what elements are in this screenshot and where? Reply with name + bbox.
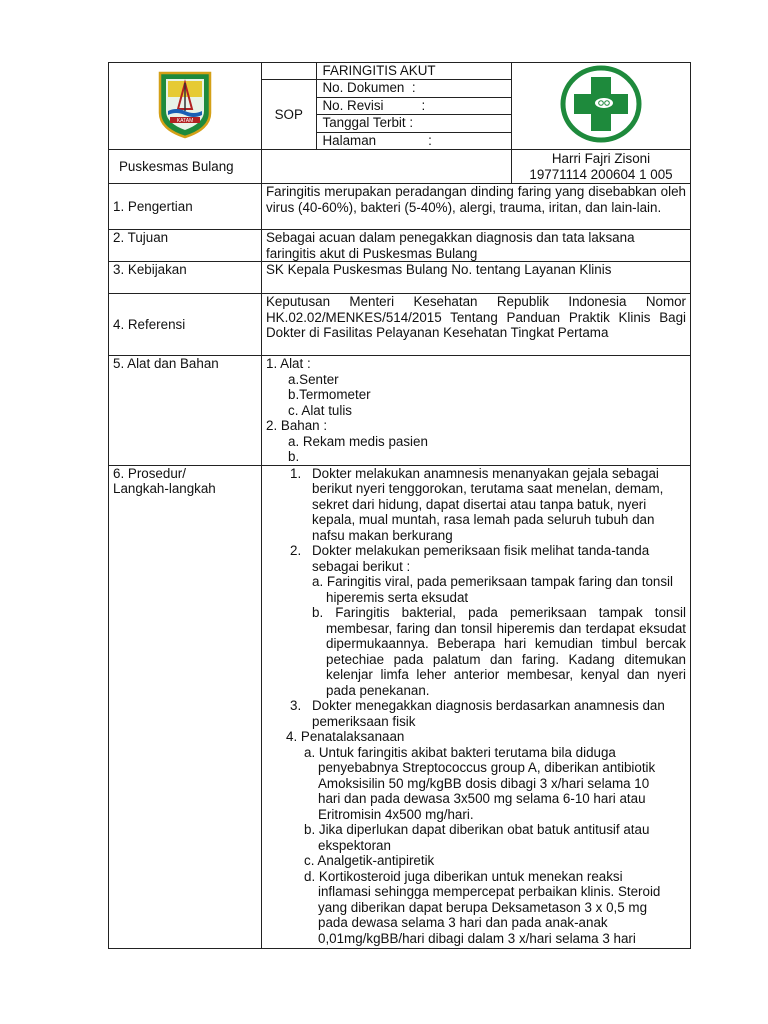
signer-name: Harri Fajri Zisoni	[551, 151, 651, 166]
bahan-item: a. Rekam medis pasien	[288, 433, 428, 449]
sop-document	[108, 62, 690, 949]
label-pengertian: 1. Pengertian	[109, 184, 262, 230]
prosedur-content	[262, 465, 691, 949]
procedure-step-1: 1. Dokter melakukan anamnesis menanyakan gejala sebagai berikut nyeri tenggorokan, terutama saat menelan, demam, sekret dari hidung, dapat disertai atau tanpa batuk, nyeri kepala, mual muntah, rasa lemah pada seluruh tubuh dan nafsu makan berkurang	[290, 465, 664, 543]
procedure-step-2a: a. Faringitis viral, pada pemeriksaan tampak faring dan tonsil hiperemis serta eksudat	[312, 574, 673, 605]
label-prosedur: 6. Prosedur/ Langkah-langkah	[109, 465, 262, 949]
procedure-step-2b: b. Faringitis bakterial, pada pemeriksaan tampak tonsil membesar, faring dan tonsil hiperemis dan terdapat eksudat dipermukaannya. Beberapa hari kemudian timbul bercak petechiae pada palatum dan faring. Kadang ditemukan kelenjar limfa leher anterior membesar, kenyal dan nyeri pada penekanan.	[312, 605, 686, 698]
text-pengertian: Faringitis merupakan peradangan dinding faring yang disebabkan oleh virus (40-60%), bakteri (5-40%), alergi, trauma, iritan, dan lain-lain.	[262, 184, 691, 230]
field-no-revisi: No. Revisi :	[316, 97, 511, 114]
alat-bahan-content	[262, 356, 691, 466]
field-no-dokumen: No. Dokumen :	[316, 80, 511, 97]
sop-label: SOP	[262, 80, 316, 149]
title-block	[262, 63, 512, 150]
document-title: FARINGITIS AKUT	[316, 63, 511, 80]
left-logo-cell	[109, 63, 262, 150]
procedure-step-4d: d. Kortikosteroid juga diberikan untuk menekan reaksi inflamasi sehingga mempercepat perbaikan klinis. Steroid yang diberikan dapat berupa Deksametason 3 x 0,5 mg pada dewasa selama 3 hari dan pada anak-anak 0,01mg/kgBB/hari dibagi dalam 3 x/hari selama 3 hari	[304, 868, 661, 946]
procedure-step-2: 2. Dokter melakukan pemeriksaan fisik melihat tanda-tanda sebagai berikut :	[290, 543, 650, 574]
field-tanggal-terbit: Tanggal Terbit :	[316, 115, 511, 132]
puskesmas-cross-icon	[560, 65, 642, 143]
signer-nip: 19771114 200604 1 005	[529, 166, 673, 182]
text-referensi: Keputusan Menteri Kesehatan Republik Indonesia Nomor HK.02.02/MENKES/514/2015 Tentang Panduan Praktik Klinis Bagi Dokter di Fasilitas Pelayanan Kesehatan Tingkat Pertama	[262, 294, 691, 356]
procedure-step-3: 3. Dokter menegakkan diagnosis berdasarkan anamnesis dan pemeriksaan fisik	[290, 698, 665, 729]
label-kebijakan: 3. Kebijakan	[109, 262, 262, 294]
alat-item: b.Termometer	[288, 387, 371, 402]
procedure-step-4c: c. Analgetik-antipiretik	[304, 853, 435, 868]
procedure-step-4b: b. Jika diperlukan dapat diberikan obat batuk antitusif atau ekspektoran	[304, 822, 650, 853]
bahan-title: 2. Bahan :	[266, 418, 328, 433]
label-referensi: 4. Referensi	[109, 294, 262, 356]
alat-title: 1. Alat :	[266, 356, 311, 371]
svg-text:KATAM: KATAM	[176, 118, 194, 125]
text-tujuan: Sebagai acuan dalam penegakkan diagnosis dan tata laksana faringitis akut di Puskesmas Bulang	[262, 230, 691, 262]
field-halaman: Halaman :	[322, 132, 432, 148]
regional-emblem-icon	[156, 69, 214, 139]
alat-item: c. Alat tulis	[288, 402, 353, 418]
text-kebijakan: SK Kepala Puskesmas Bulang No. tentang Layanan Klinis	[262, 262, 691, 294]
alat-item: a.Senter	[288, 371, 339, 387]
procedure-step-4a: a. Untuk faringitis akibat bakteri terutama bila diduga penyebabnya Streptococcus group A, diberikan antibiotik Amoksisilin 50 mg/kgBB dosis dibagi 3 x/hari selama 10 hari dan pada dewasa 3x500 mg selama 6-10 hari atau Eritromisin 4x500 mg/hari.	[304, 744, 656, 822]
org-name: Puskesmas Bulang	[109, 150, 262, 184]
procedure-step-4: 4. Penatalaksanaan	[286, 729, 405, 744]
signer-block	[512, 150, 691, 184]
label-alat-bahan: 5. Alat dan Bahan	[109, 356, 262, 466]
right-logo-cell	[512, 63, 691, 150]
bahan-item: b.	[288, 449, 300, 464]
sop-table	[108, 62, 691, 949]
label-tujuan: 2. Tujuan	[109, 230, 262, 262]
